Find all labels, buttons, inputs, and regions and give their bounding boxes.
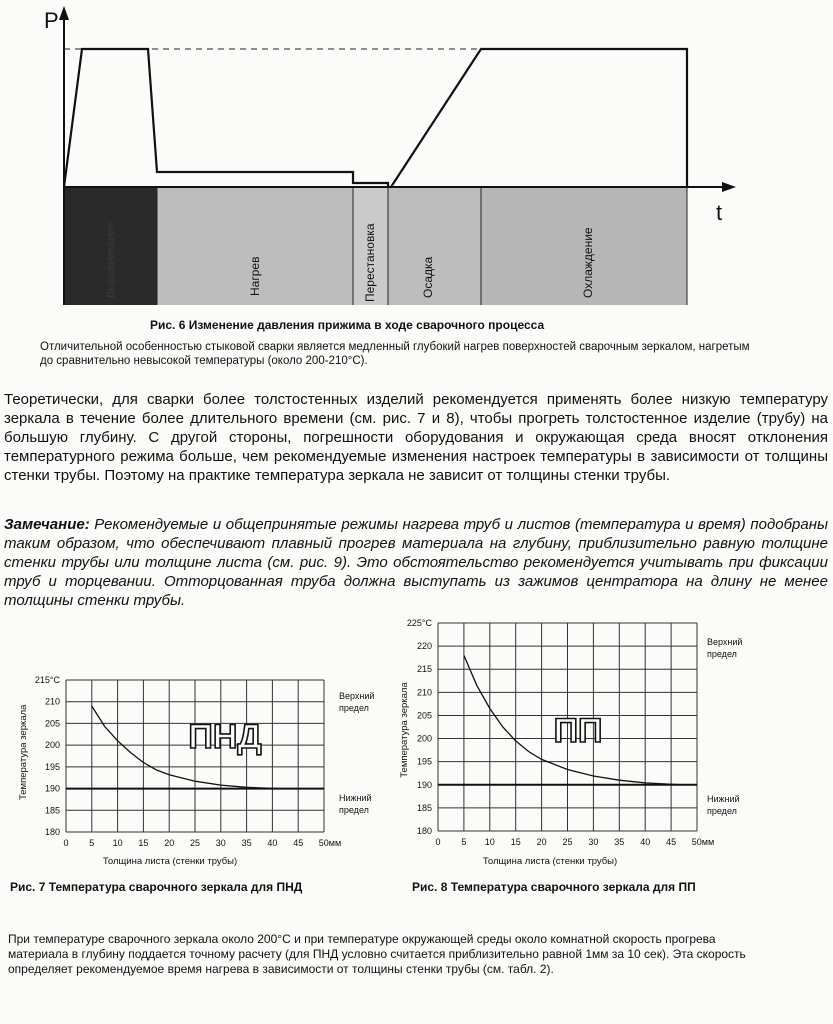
phase-label-alignment: Выравнивание xyxy=(105,222,117,298)
chart-pp-ytick: 225°C xyxy=(406,618,432,628)
chart-pp-upper-label: Верхний предел xyxy=(707,637,743,659)
fig8-caption: Рис. 8 Температура сварочного зеркала для ПП xyxy=(412,880,696,894)
chart-pnd-xtick: 25 xyxy=(189,838,201,848)
chart-pnd-xtick: 35 xyxy=(241,838,252,848)
fig6-note: Отличительной особенностью стыковой сварки является медленный глубокий нагрев поверхностей сварочным зеркалом, нагретым до сравнительно невысокой температуры (около 200-210°С). xyxy=(40,341,750,367)
chart-pp-ytick: 195 xyxy=(416,756,432,767)
chart-pnd-xtick: 0 xyxy=(63,838,69,848)
phase-label-cooling: Охлаждение xyxy=(581,227,595,298)
chart-pp-ytick: 215 xyxy=(416,664,432,675)
chart-pnd-ytick: 200 xyxy=(44,740,60,751)
chart-pnd-lower-label: Нижний предел xyxy=(339,793,372,815)
chart-pp-ytick: 205 xyxy=(416,710,432,721)
chart-pnd-ytick: 205 xyxy=(44,718,60,729)
chart-pnd-title: ПНД xyxy=(188,718,262,756)
chart-pnd-ytick: 210 xyxy=(44,696,60,707)
chart-pnd-xtick: 20 xyxy=(164,838,175,848)
fig7-caption: Рис. 7 Температура сварочного зеркала для ПНД xyxy=(10,880,303,894)
chart-pnd-xtick: 50мм xyxy=(318,838,342,848)
chart-pp-ylabel: Температура зеркала xyxy=(399,682,410,778)
chart-pp-title: ПП xyxy=(553,712,603,750)
p-axis-label: P xyxy=(44,8,59,33)
footer-paragraph: При температуре сварочного зеркала около 200°С и при температуре окружающей среды около комнатной скорость прогрева материала в глубину поддается точному расчету (для ПНД условно считается приблизительно равной 1мм за 10 сек). Эта скорость определяет рекомендуемое время нагрева в зависимости от толщины стенки трубы (см. табл. 2). xyxy=(8,932,746,976)
chart-pp-xlabel: Толщина листа (стенки трубы) xyxy=(482,856,618,867)
chart-pnd-ylabel: Температура зеркала xyxy=(18,704,29,800)
chart-pp-lower-label: Нижний предел xyxy=(707,794,740,816)
chart-pnd xyxy=(0,660,400,870)
chart-pp-xtick: 15 xyxy=(510,837,521,847)
chart-pp-ytick: 190 xyxy=(416,779,432,790)
chart-pp xyxy=(395,612,833,872)
chart-pp-xtick: 35 xyxy=(614,837,625,847)
pressure-diagram xyxy=(0,0,833,320)
remark-label: Замечание: xyxy=(4,516,90,533)
chart-pnd-ytick: 195 xyxy=(44,761,60,772)
chart-pp-xtick: 5 xyxy=(461,837,467,847)
chart-pp-xtick: 45 xyxy=(666,837,677,847)
chart-pp-ytick: 220 xyxy=(416,641,432,652)
chart-pnd-upper-label: Верхний предел xyxy=(339,691,375,713)
fig6-caption: Рис. 6 Изменение давления прижима в ходе сварочного процесса xyxy=(150,318,545,332)
chart-pnd-xtick: 15 xyxy=(138,838,149,848)
phase-label-upset: Осадка xyxy=(421,256,435,298)
chart-pp-ytick: 185 xyxy=(416,802,432,813)
chart-pp-ytick: 200 xyxy=(416,733,432,744)
pressure-curve xyxy=(64,49,687,187)
chart-pp-xtick: 0 xyxy=(435,837,441,847)
t-axis-label: t xyxy=(716,200,723,225)
chart-pnd-xtick: 5 xyxy=(89,838,95,848)
chart-pp-ytick: 180 xyxy=(416,826,432,836)
chart-pnd-xtick: 45 xyxy=(293,838,304,848)
chart-pnd-xtick: 10 xyxy=(112,838,123,848)
chart-pp-xtick: 40 xyxy=(640,837,651,847)
chart-pnd-xtick: 30 xyxy=(215,838,226,848)
chart-pnd-xlabel: Толщина листа (стенки трубы) xyxy=(102,856,238,867)
chart-pp-xtick: 10 xyxy=(484,837,495,847)
chart-pnd-ytick: 215°C xyxy=(34,675,60,685)
phase-label-changeover: Перестановка xyxy=(363,223,377,302)
chart-pnd-xtick: 40 xyxy=(267,838,278,848)
paragraph-theory: Теоретически, для сварки более толстостенных изделий рекомендуется применять более низкую температуру зеркала в течение более длительного времени (см. рис. 7 и 8), чтобы прогреть толстостенное изделие (трубу) на большую глубину. С другой стороны, погрешности оборудования и окружающая среда вносят отклонения температурного режима больше, чем рекомендуемые изменения настроек температуры в зависимости от толщины стенки трубы. Поэтому на практике температура зеркала не зависит от толщины стенки трубы. xyxy=(4,391,828,484)
chart-pp-xtick: 25 xyxy=(562,837,573,847)
remark-paragraph xyxy=(4,515,828,610)
chart-pnd-ytick: 185 xyxy=(44,805,60,816)
remark-text: Рекомендуемые и общепринятые режимы нагрева труб и листов (температура и время) подобраны таким образом, что обеспечивают плавный прогрев материала на глубину, приблизительно равную толщине стенки трубы или толщине листа (см. рис. 9). Это обстоятельство рекомендуется учитывать при фиксации труб и торцевании. Отторцованная труба должна выступать из зажимов центратора на длину не менее толщины стенки трубы. xyxy=(4,516,828,609)
chart-pp-xtick: 30 xyxy=(588,837,599,847)
chart-pnd-ytick: 190 xyxy=(44,783,60,794)
phase-label-heating: Нагрев xyxy=(248,256,262,296)
chart-pp-ytick: 210 xyxy=(416,687,432,698)
chart-pnd-ytick: 180 xyxy=(44,827,60,837)
chart-pp-xtick: 50мм xyxy=(691,837,715,847)
chart-pp-xtick: 20 xyxy=(536,837,547,847)
